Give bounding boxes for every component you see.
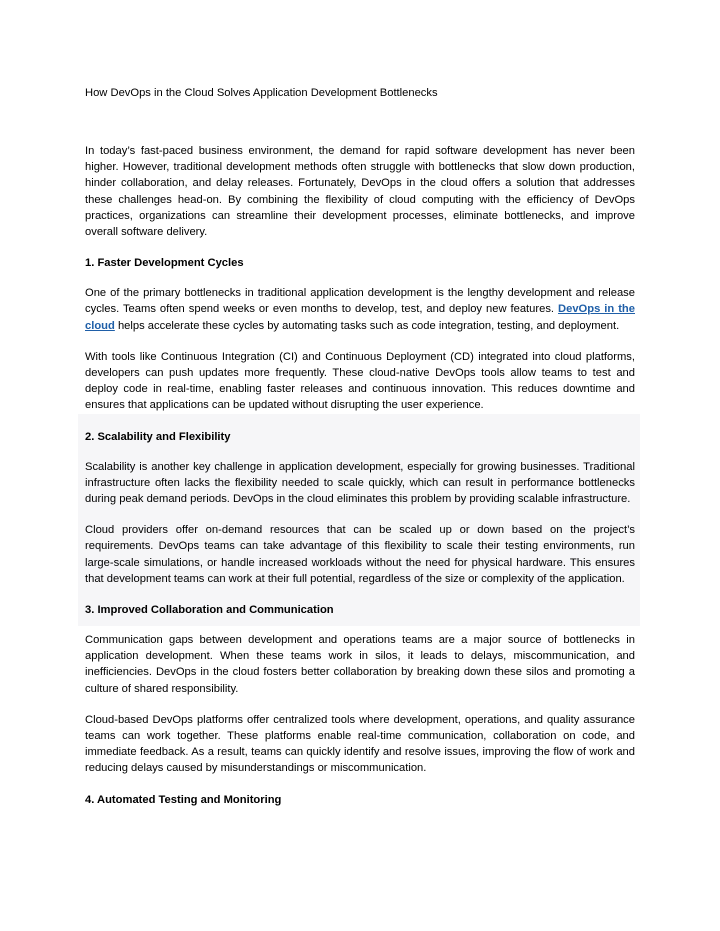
document-title: How DevOps in the Cloud Solves Application Development Bottlenecks [85,87,438,99]
section-heading-4: 4. Automated Testing and Monitoring [85,793,282,806]
section-1-text-after-link: helps accelerate these cycles by automating tasks such as code integration, testing, and deployment. [114,319,620,332]
section-3-paragraph-2: Cloud-based DevOps platforms offer centralized tools where development, operations, and quality assurance teams can work together. These platforms enable real-time communication, collaboration on code, and immediate feedback. As a result, teams can quickly identify and resolve issues, improving the flow of work and reducing delays caused by misunderstandings or miscommunication. [85,713,635,775]
section-2-paragraph-1: Scalability is another key challenge in application development, especially for growing businesses. Traditional infrastructure often lacks the flexibility needed to scale quickly, which can result in performance bottlenecks during peak demand periods. DevOps in the cloud eliminates this problem by providing scalable infrastructure. [85,460,635,506]
section-1-paragraph-1 [85,285,635,334]
section-heading-2: 2. Scalability and Flexibility [85,430,231,443]
section-heading-1: 1. Faster Development Cycles [85,257,244,270]
section-heading-3: 3. Improved Collaboration and Communication [85,604,334,617]
section-3-paragraph-1: Communication gaps between development and operations teams are a major source of bottlenecks in application development. When these teams work in silos, it leads to delays, miscommunication, and inefficiencies. DevOps in the cloud fosters better collaboration by breaking down these silos and promoting a culture of shared responsibility. [85,634,635,695]
devops-in-the-cloud-link[interactable]: DevOps in the cloud [85,303,635,332]
section-2-paragraph-2: Cloud providers offer on-demand resources that can be scaled up or down based on the project’s requirements. DevOps teams can take advantage of this flexibility to scale their testing environments, run large-scale simulations, or handle increased workloads without the need for physical hardware. This ensures that development teams can work at their full potential, regardless of the size or complexity of the application. [85,524,635,585]
section-1-paragraph-2: With tools like Continuous Integration (CI) and Continuous Deployment (CD) integrated into cloud platforms, developers can push updates more frequently. These cloud-native DevOps tools allow teams to test and deploy code in real-time, enabling faster releases and continuous innovation. This reduces downtime and ensures that applications can be updated without disrupting the user experience. [85,350,635,412]
document-body [85,143,635,822]
intro-paragraph: In today’s fast-paced business environment, the demand for rapid software development has never been higher. However, traditional development methods often struggle with bottlenecks that slow down production, hinder collaboration, and delay releases. Fortunately, DevOps in the cloud offers a solution that addresses these challenges head-on. By combining the flexibility of cloud computing with the efficiency of DevOps practices, organizations can streamline their development processes, eliminate bottlenecks, and improve overall software delivery. [85,145,635,239]
section-1-text-before-link: One of the primary bottlenecks in traditional application development is the lengthy development and release cycles. Teams often spend weeks or even months to develop, test, and deploy new features. [85,287,635,316]
